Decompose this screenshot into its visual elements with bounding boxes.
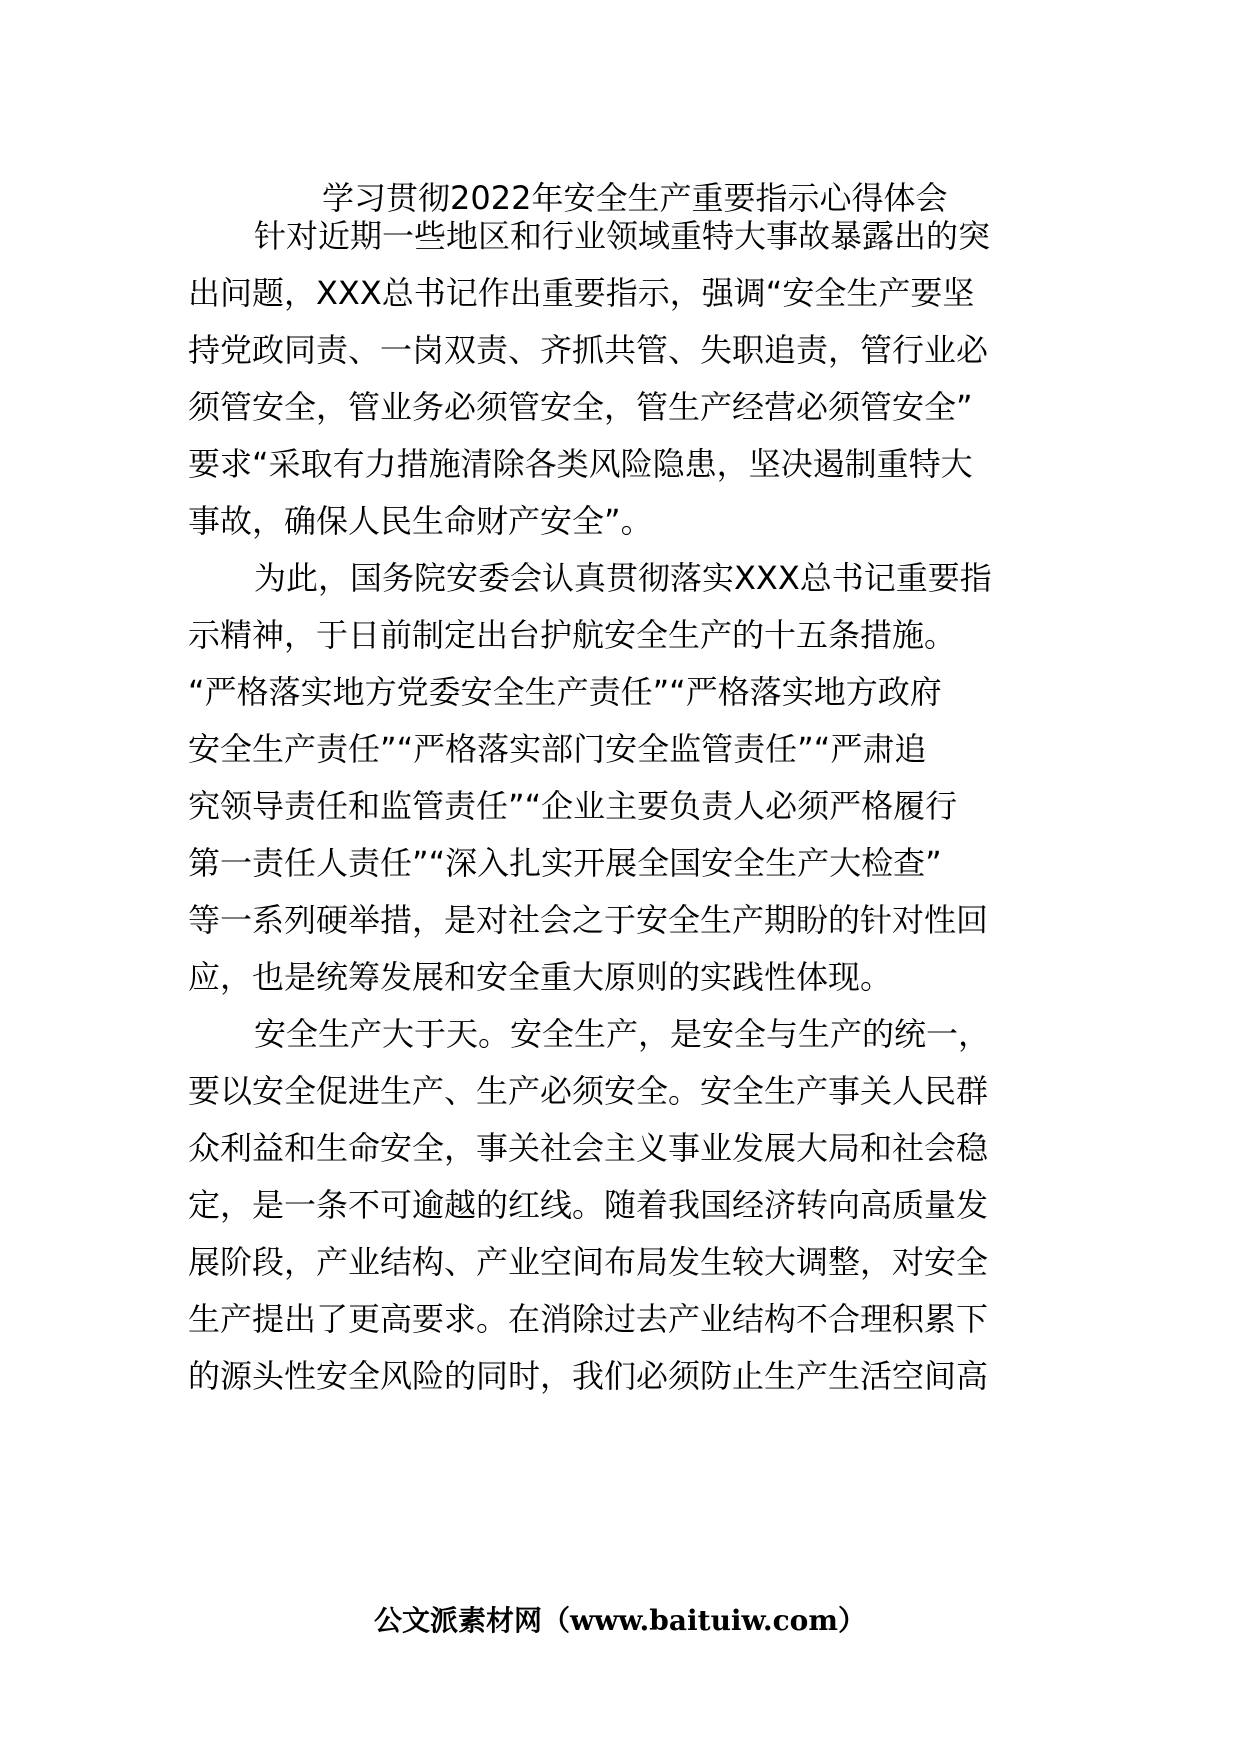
text-line: 展阶段，产业结构、产业空间布局发生较大调整，对安全 — [188, 1243, 989, 1281]
text-line: 第一责任人责任”“深入扎实开展全国安全生产大检查” — [188, 844, 942, 882]
text-line: 出问题，XXX总书记作出重要指示，强调“安全生产要坚 — [188, 274, 975, 312]
text-line: 示精神，于日前制定出台护航安全生产的十五条措施。 — [188, 616, 957, 654]
text-line: 要以安全促进生产、生产必须安全。安全生产事关人民群 — [188, 1072, 989, 1110]
text-line: 应，也是统筹发展和安全重大原则的实践性体现。 — [188, 958, 893, 996]
text-line: 等一系列硬举措，是对社会之于安全生产期盼的针对性回 — [188, 901, 989, 939]
text-line: 究领导责任和监管责任”“企业主要负责人必须严格履行 — [188, 787, 958, 825]
text-line: “严格落实地方党委安全生产责任”“严格落实地方政府 — [188, 673, 942, 711]
text-line: 安全生产责任”“严格落实部门安全监管责任”“严肃追 — [188, 730, 927, 768]
document-title: 学习贯彻2022年安全生产重要指示心得体会 — [322, 179, 948, 217]
text-line: 安全生产大于天。安全生产，是安全与生产的统一， — [254, 1015, 991, 1053]
text-line: 事故，确保人民生命财产安全”。 — [188, 502, 653, 540]
text-line: 持党政同责、一岗双责、齐抓共管、失职追责，管行业必 — [188, 331, 989, 369]
footer-watermark: 公文派素材网（www.baituiw.com） — [374, 1604, 866, 1637]
text-line: 生产提出了更高要求。在消除过去产业结构不合理积累下 — [188, 1300, 989, 1338]
text-line: 的源头性安全风险的同时，我们必须防止生产生活空间高 — [188, 1357, 989, 1395]
text-line: 定，是一条不可逾越的红线。随着我国经济转向高质量发 — [188, 1186, 989, 1224]
text-line: 为此，国务院安委会认真贯彻落实XXX总书记重要指 — [254, 559, 992, 597]
text-line: 众利益和生命安全，事关社会主义事业发展大局和社会稳 — [188, 1129, 989, 1167]
text-line: 要求“采取有力措施清除各类风险隐患，坚决遏制重特大 — [188, 445, 973, 483]
text-line: 针对近期一些地区和行业领域重特大事故暴露出的突 — [254, 217, 991, 255]
text-line: 须管安全，管业务必须管安全，管生产经营必须管安全” — [188, 388, 973, 426]
